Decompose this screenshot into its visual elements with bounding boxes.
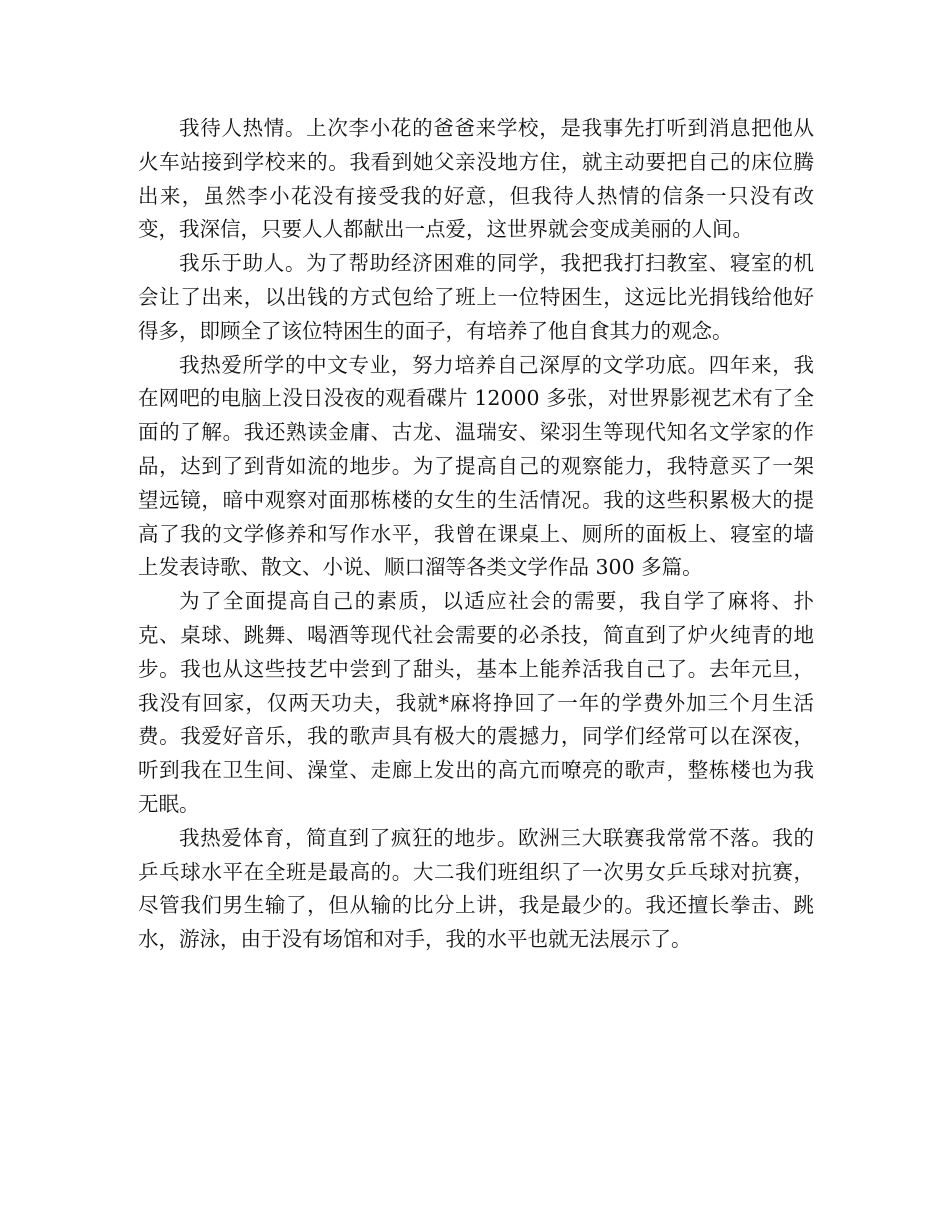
paragraph-hospitality: 我待人热情。上次李小花的爸爸来学校，是我事先打听到消息把他从火车站接到学校来的。我看到她父亲没地方住，就主动要把自己的床位腾出来，虽然李小花没有接受我的好意，但我待人热情的信条一只没有改变，我深信，只要人人都献出一点爱，这世界就会变成美丽的人间。 xyxy=(138,116,814,242)
paragraph-self-improvement: 为了全面提高自己的素质，以适应社会的需要，我自学了麻将、扑克、桌球、跳舞、喝酒等现代社会需要的必杀技，简直到了炉火纯青的地步。我也从这些技艺中尝到了甜头，基本上能养活我自己了。去年元旦，我没有回家，仅两天功夫，我就*麻将挣回了一年的学费外加三个月生活费。我爱好音乐，我的歌声具有极大的震撼力，同学们经常可以在深夜，听到我在卫生间、澡堂、走廊上发出的高亢而嘹亮的歌声，整栋楼也为我无眠。 xyxy=(138,589,814,816)
paragraph-chinese-major: 我热爱所学的中文专业，努力培养自己深厚的文学功底。四年来，我在网吧的电脑上没日没夜的观看碟片 12000 多张，对世界影视艺术有了全面的了解。我还熟读金庸、古龙、温瑞安、梁羽生等现代知名文学家的作品，达到了到背如流的地步。为了提高自己的观察能力，我特意买了一架望远镜，暗中观察对面那栋楼的女生的生活情况。我的这些积累极大的提高了我的文学修养和写作水平，我曾在课桌上、厕所的面板上、寝室的墙上发表诗歌、散文、小说、顺口溜等各类文学作品 300 多篇。 xyxy=(138,352,814,580)
paragraph-helping-others: 我乐于助人。为了帮助经济困难的同学，我把我打扫教室、寝室的机会让了出来，以出钱的方式包给了班上一位特困生，这远比光捐钱给他好得多，即顾全了该位特困生的面子，有培养了他自食其力的观念。 xyxy=(138,251,814,343)
paragraph-sports: 我热爱体育，简直到了疯狂的地步。欧洲三大联赛我常常不落。我的乒乓球水平在全班是最高的。大二我们班组织了一次男女乒乓球对抗赛，尽管我们男生输了，但从输的比分上讲，我是最少的。我还擅长拳击、跳水，游泳，由于没有场馆和对手，我的水平也就无法展示了。 xyxy=(138,825,814,952)
body-text xyxy=(138,112,814,957)
